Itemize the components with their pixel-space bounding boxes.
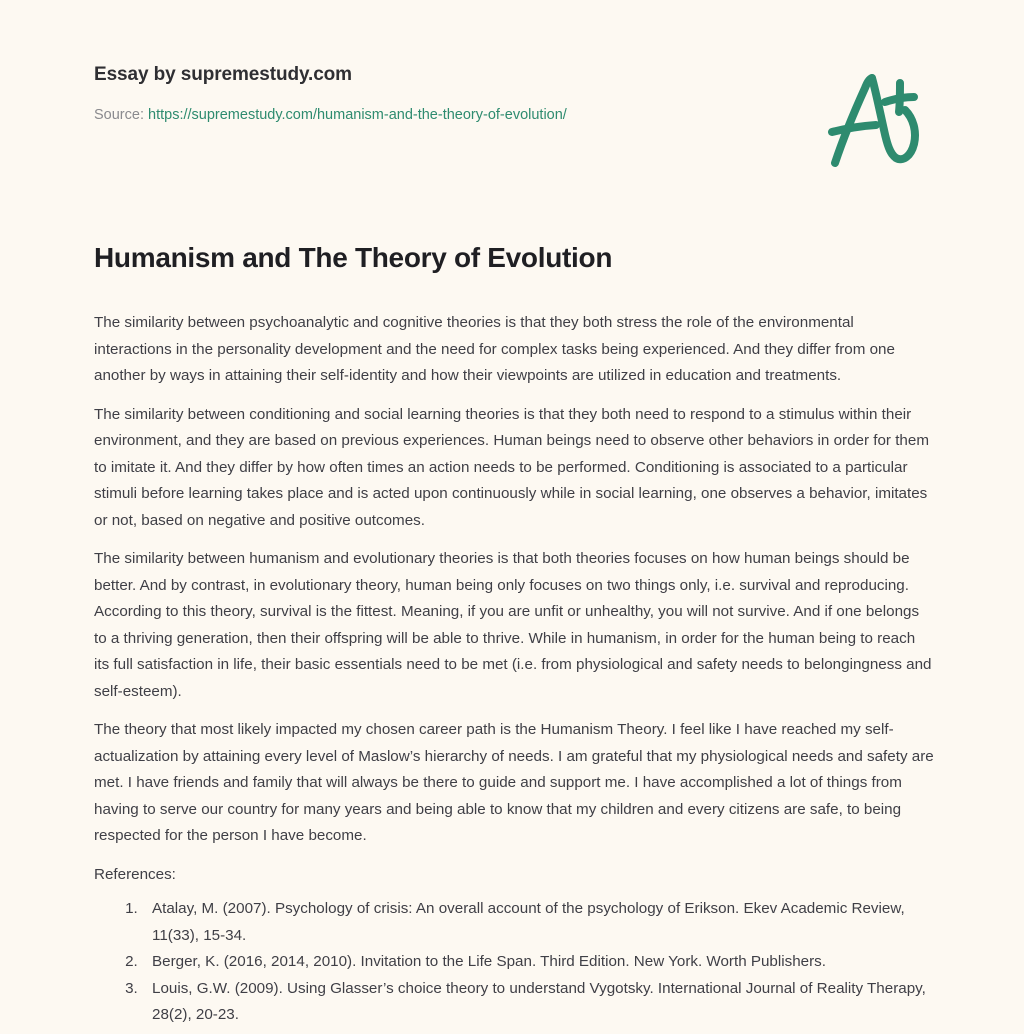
- a-plus-logo: [810, 66, 934, 170]
- paragraph: The similarity between humanism and evolutionary theories is that both theories focuses on how human beings should be better. And by contrast, in evolutionary theory, human being only focuses on two things only, i.e. survival and reproducing. According to this theory, survival is the fittest. Meaning, if you are unfit or unhealthy, you will not survive. And if one belongs to a thriving generation, then their offspring will be able to thrive. While in humanism, in order for the human being to reach its full satisfaction in life, their basic essentials need to be met (i.e. from physiological and safety needs to belongingness and self-esteem).: [94, 550, 932, 700]
- article-body: [94, 240, 934, 1029]
- reference-item: 3. Louis, G.W. (2009). Using Glasser’s choice theory to understand Vygotsky. International Journal of Reality Therapy, 28(2), 20-23.: [142, 976, 934, 1029]
- references-heading: References:: [94, 865, 176, 883]
- paragraph: The similarity between conditioning and social learning theories is that they both need to respond to a stimulus within their environment, and they are based on previous experiences. Human beings need to observe other behaviors in order for them to imitate it. And they differ by how often times an action needs to be performed. Conditioning is associated to a particular stimuli before learning takes place and is acted upon continuously while in social learning, one observes a behavior, imitates or not, based on negative and positive outcomes.: [94, 405, 929, 529]
- source-url-link[interactable]: https://supremestudy.com/humanism-and-the-theory-of-evolution/: [148, 107, 567, 123]
- header-text-block: [94, 62, 734, 125]
- reference-item: 1. Atalay, M. (2007). Psychology of crisis: An overall account of the psychology of Erikson. Ekev Academic Review, 11(33), 15-34.: [142, 896, 934, 949]
- a-plus-logo-icon: [810, 66, 934, 170]
- source-label: Source:: [94, 107, 144, 123]
- references-list: [94, 896, 934, 1029]
- paragraph: The similarity between psychoanalytic and cognitive theories is that they both stress the role of the environmental interactions in the personality development and the need for complex tasks being experienced. And they differ from one another by ways in attaining their self-identity and how their viewpoints are utilized in education and treatments.: [94, 314, 895, 384]
- paragraph: The theory that most likely impacted my chosen career path is the Humanism Theory. I feel like I have reached my self-actualization by attaining every level of Maslow’s hierarchy of needs. I am grateful that my physiological needs and safety are met. I have friends and family that will always be there to guide and support me. I have accomplished a lot of things from having to serve our country for many years and being able to know that my children and every citizens are safe, to being respected for the person I have become.: [94, 721, 934, 844]
- page-title: Humanism and The Theory of Evolution: [94, 242, 613, 273]
- page-header: [0, 0, 1024, 200]
- essay-byline: Essay by supremestudy.com: [94, 64, 352, 85]
- reference-item: 2. Berger, K. (2016, 2014, 2010). Invitation to the Life Span. Third Edition. New York. Worth Publishers.: [142, 949, 934, 976]
- source-line: [94, 105, 734, 125]
